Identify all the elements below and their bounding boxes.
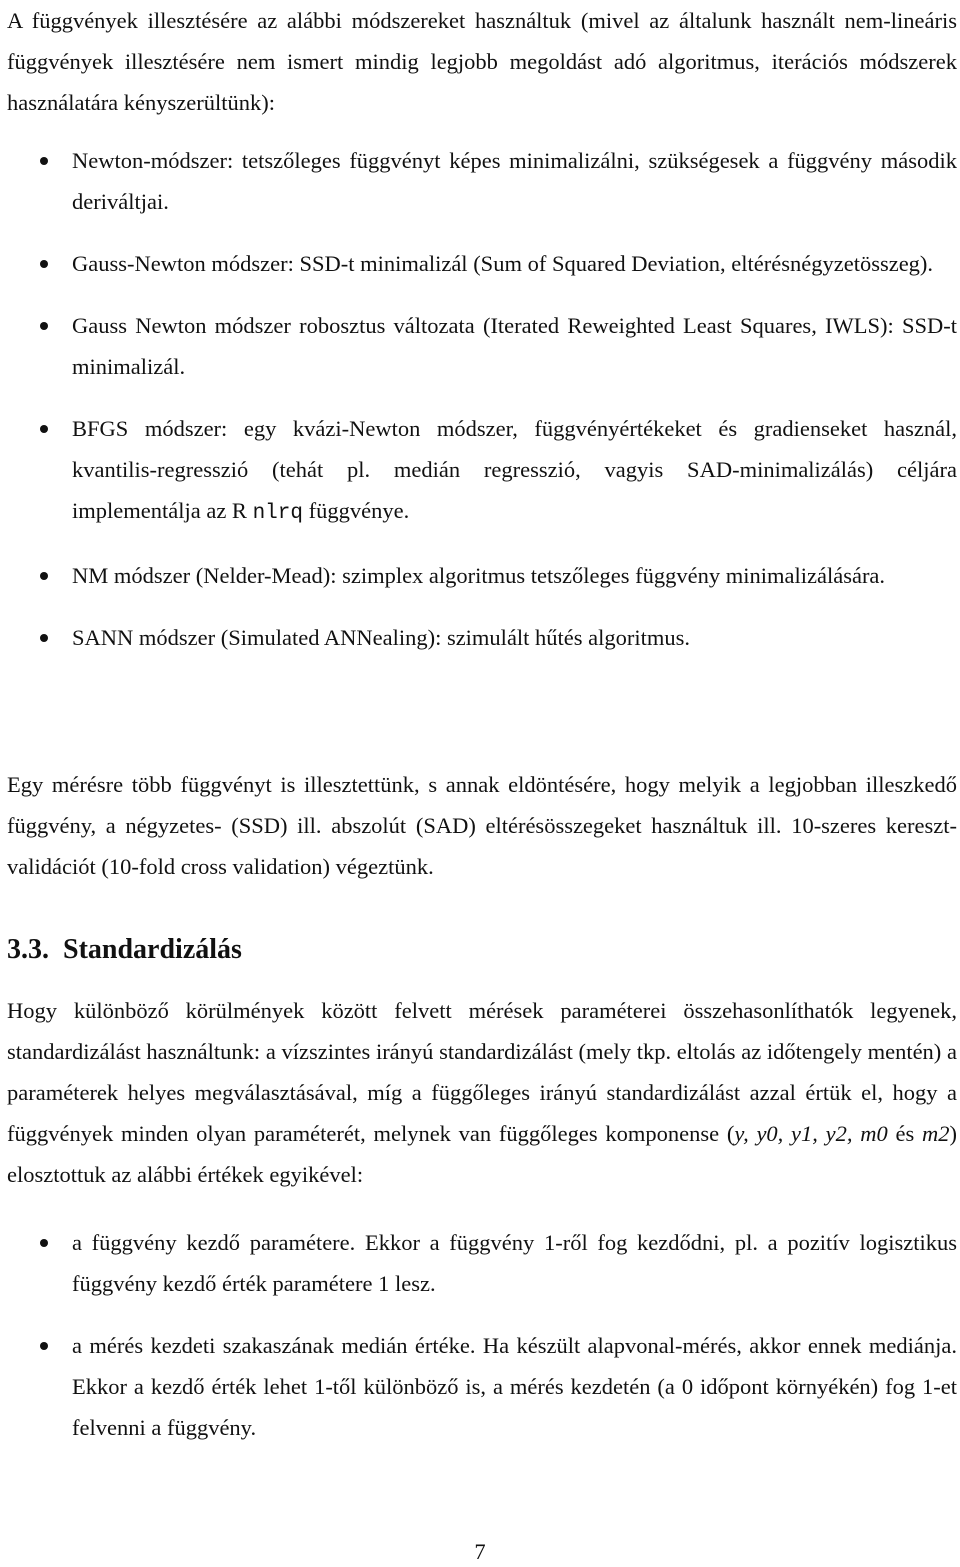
list-item: Gauss-Newton módszer: SSD-t minimalizál (Sum of Squared Deviation, eltérésnégyzetösszeg).: [0, 243, 957, 284]
methods-list: [0, 140, 960, 658]
math-m2: m2: [921, 1121, 950, 1146]
standardization-paragraph: Hogy különböző körülmények között felvett mérések paraméterei összehasonlíthatók legyenek, standardizálást használtunk: a vízszintes irányú standardizálást (mely tkp. eltolás az időtengely mentén) a paraméterek helyes megválasztásával, míg a függőleges irányú standardizálást azzal értük el, hogy a függvények minden olyan paraméterét, melynek van függőleges komponense (y, y0, y1, y2, m0 és m2) elosztottuk az alábbi értékek egyikével:: [7, 998, 957, 1187]
bullet-icon: [40, 572, 48, 580]
list-item: NM módszer (Nelder-Mead): szimplex algoritmus tetszőleges függvény minimalizálására.: [0, 555, 957, 596]
math-zero: 0: [681, 1374, 694, 1399]
list-item: a mérés kezdeti szakaszának medián értéke. Ha készült alapvonal-mérés, akkor ennek mediánja. Ekkor a kezdő érték lehet 1-től különböző is, a mérés kezdetén (a 0 időpont környékén) fog 1-et felvenni a függvény.: [0, 1325, 957, 1448]
math-one: 1: [314, 1374, 326, 1399]
list-item: BFGS módszer: egy kvázi-Newton módszer, függvényértékeket és gradienseket használ, kvantilis-regresszió (tehát pl. medián regresszió, vagyis SAD-minimalizálás) céljára implementálja az R nlrq függvénye.: [0, 408, 957, 534]
bullet-icon: [40, 634, 48, 642]
code-nlrq: nlrq: [252, 502, 303, 525]
bullet-icon: [40, 322, 48, 330]
math-params: y, y0, y1, y2, m0: [734, 1121, 888, 1146]
bullet-icon: [40, 1239, 48, 1247]
list-item: Gauss Newton módszer robosztus változata (Iterated Reweighted Least Squares, IWLS): SSD-t minimalizál.: [0, 305, 957, 387]
section-title: Standardizálás: [63, 934, 242, 965]
bullet-icon: [40, 157, 48, 165]
bullet-icon: [40, 425, 48, 433]
section-heading: [7, 928, 242, 972]
bullet-icon: [40, 1342, 48, 1350]
math-one: 1: [378, 1271, 390, 1296]
evaluation-paragraph: Egy mérésre több függvényt is illesztettünk, s annak eldöntésére, hogy melyik a legjobban illeszkedő függvény, a négyzetes- (SSD) ill. abszolút (SAD) eltérésösszegeket használtuk ill. 10-szeres kereszt-validációt (10-fold cross validation) végeztünk.: [7, 772, 957, 879]
divisors-list: [0, 1222, 960, 1448]
section-number: 3.3.: [7, 934, 49, 965]
bullet-icon: [40, 260, 48, 268]
list-item: SANN módszer (Simulated ANNealing): szimulált hűtés algoritmus.: [0, 617, 957, 658]
list-item: Newton-módszer: tetszőleges függvényt képes minimalizálni, szükségesek a függvény második deriváltjai.: [0, 140, 957, 222]
intro-paragraph: A függvények illesztésére az alábbi módszereket használtuk (mivel az általunk használt nem-lineáris függvények illesztésére nem ismert mindig legjobb megoldást adó algoritmus, iterációs módszerek használatára kényszerültünk):: [7, 8, 957, 115]
page-number: 7: [474, 1539, 486, 1564]
list-item: a függvény kezdő paramétere. Ekkor a függvény 1-ről fog kezdődni, pl. a pozitív logisztikus függvény kezdő érték paramétere 1 lesz.: [0, 1222, 957, 1304]
